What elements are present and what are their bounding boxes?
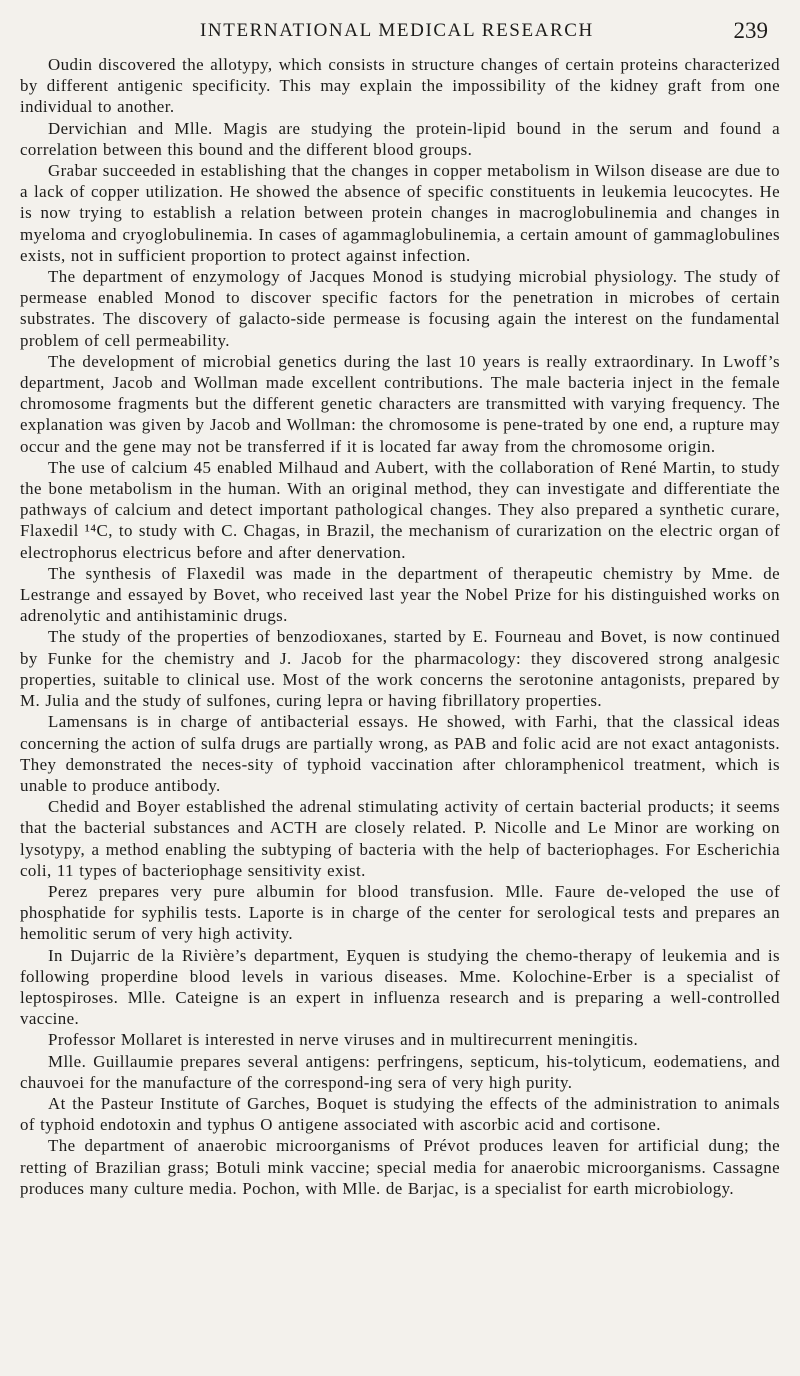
paragraph-perez: Perez prepares very pure albumin for blood transfusion. Mlle. Faure de-veloped the use of phosphatide for syphilis tests. Laporte is in charge of the center for serological tests and prepares an hemolitic serum of very high activity. <box>20 881 780 944</box>
body-text <box>20 54 780 1199</box>
paragraph-chedid: Chedid and Boyer established the adrenal stimulating activity of certain bacterial products; it seems that the bacterial substances and ACTH are closely related. P. Nicolle and Le Minor are working on lysotypy, a method enabling the subtyping of bacteria with the help of bacteriophages. For Escherichia coli, 11 types of bacteriophage sensitivity exist. <box>20 797 780 880</box>
paragraph-anaerobic: The department of anaerobic microorganisms of Prévot produces leaven for artificial dung; the retting of Brazilian grass; Botuli mink vaccine; special media for anaerobic microorganisms. Cassagne produces many culture media. Pochon, with Mlle. de Barjac, is a specialist for earth microbiology. <box>20 1136 780 1198</box>
paragraph-calcium: The use of calcium 45 enabled Milhaud and Aubert, with the collaboration of René Martin, to study the bone metabolism in the human. With an original method, they can investigate and differentiate the pathways of calcium and detect important pathological changes. They also prepared a synthetic curare, Flaxedil ¹⁴C, to study with C. Chagas, in Brazil, the mechanism of curarization on the electric organ of electrophorus electricus before and after denervation. <box>20 457 780 562</box>
paragraph-dervichian: Dervichian and Mlle. Magis are studying the protein-lipid bound in the serum and found a correlation between this bound and the different blood groups. <box>20 118 780 159</box>
paragraph-flaxedil: The synthesis of Flaxedil was made in the department of therapeutic chemistry by Mme. de Lestrange and essayed by Bovet, who received last year the Nobel Prize for his distinguished works on adrenolytic and antihistaminic drugs. <box>20 563 780 626</box>
paragraph-garches: At the Pasteur Institute of Garches, Boquet is studying the effects of the administration to animals of typhoid endotoxin and typhus O antigene associated with ascorbic acid and cortisone. <box>20 1093 780 1135</box>
running-head: INTERNATIONAL MEDICAL RESEARCH <box>200 20 594 41</box>
paragraph-guillaumie: Mlle. Guillaumie prepares several antigens: perfringens, septicum, his-tolyticum, eodematiens, and chauvoei for the manufacture of the correspond-ing sera of very high purity. <box>20 1051 780 1092</box>
paragraph-benzodioxanes: The study of the properties of benzodioxanes, started by E. Fourneau and Bovet, is now continued by Funke for the chemistry and J. Jacob for the pharmacology: they discovered strong analgesic properties, suitable to clinical use. Most of the work concerns the serotonine antagonists, prepared by M. Julia and the study of sulfones, curing lepra or having fibrillatory properties. <box>20 627 780 711</box>
paragraph-mollaret: Professor Mollaret is interested in nerve viruses and in multirecurrent meningitis. <box>48 1030 639 1050</box>
paragraph-lamensans: Lamensans is in charge of antibacterial essays. He showed, with Farhi, that the classical ideas concerning the action of sulfa drugs are partially wrong, as PAB and folic acid are not exact antagonists. They demonstrated the neces-sity of typhoid vaccination after chloramphenicol treatment, which is unable to produce antibody. <box>20 712 780 795</box>
paragraph-enzymology: The department of enzymology of Jacques Monod is studying microbial physiology. The study of permease enabled Monod to discover specific factors for the penetration in microbes of certain substrates. The discovery of galacto-side permease is focusing again the interest on the fundamental problem of cell permeability. <box>20 267 780 350</box>
paragraph-microbial-genetics: The development of microbial genetics during the last 10 years is really extraordinary. In Lwoff’s department, Jacob and Wollman made excellent contributions. The male bacteria inject in the female chromosome fragments but the different genetic characters are transmitted with varying frequency. The explanation was given by Jacob and Wollman: the chromosome is pene-trated by one end, a rupture may occur and the gene may not be transferred if it is located far away from the chromosome origin. <box>20 351 780 456</box>
book-page <box>20 20 780 1199</box>
page-number: 239 <box>733 18 768 43</box>
page-header <box>20 20 780 50</box>
paragraph-grabar: Grabar succeeded in establishing that the changes in copper metabolism in Wilson disease are due to a lack of copper utilization. He showed the absence of specific constituents in leukemia leucocytes. He is now trying to establish a relation between protein changes in macroglobulinemia and changes in myeloma and cryoglobulinemia. In cases of agammaglobulinemia, a certain amount of gammaglobulines exists, not in sufficient proportion to protect against infection. <box>20 161 780 265</box>
paragraph-oudin: Oudin discovered the allotypy, which consists in structure changes of certain proteins characterized by different antigenic specificity. This may explain the impossibility of the kidney graft from one individual to another. <box>20 55 780 117</box>
paragraph-dujarric: In Dujarric de la Rivière’s department, Eyquen is studying the chemo-therapy of leukemia and is following properdine blood levels in various diseases. Mme. Kolochine-Erber is a specialist of leptospiroses. Mlle. Cateigne is an expert in influenza research and is preparing a well-controlled vaccine. <box>20 945 780 1029</box>
